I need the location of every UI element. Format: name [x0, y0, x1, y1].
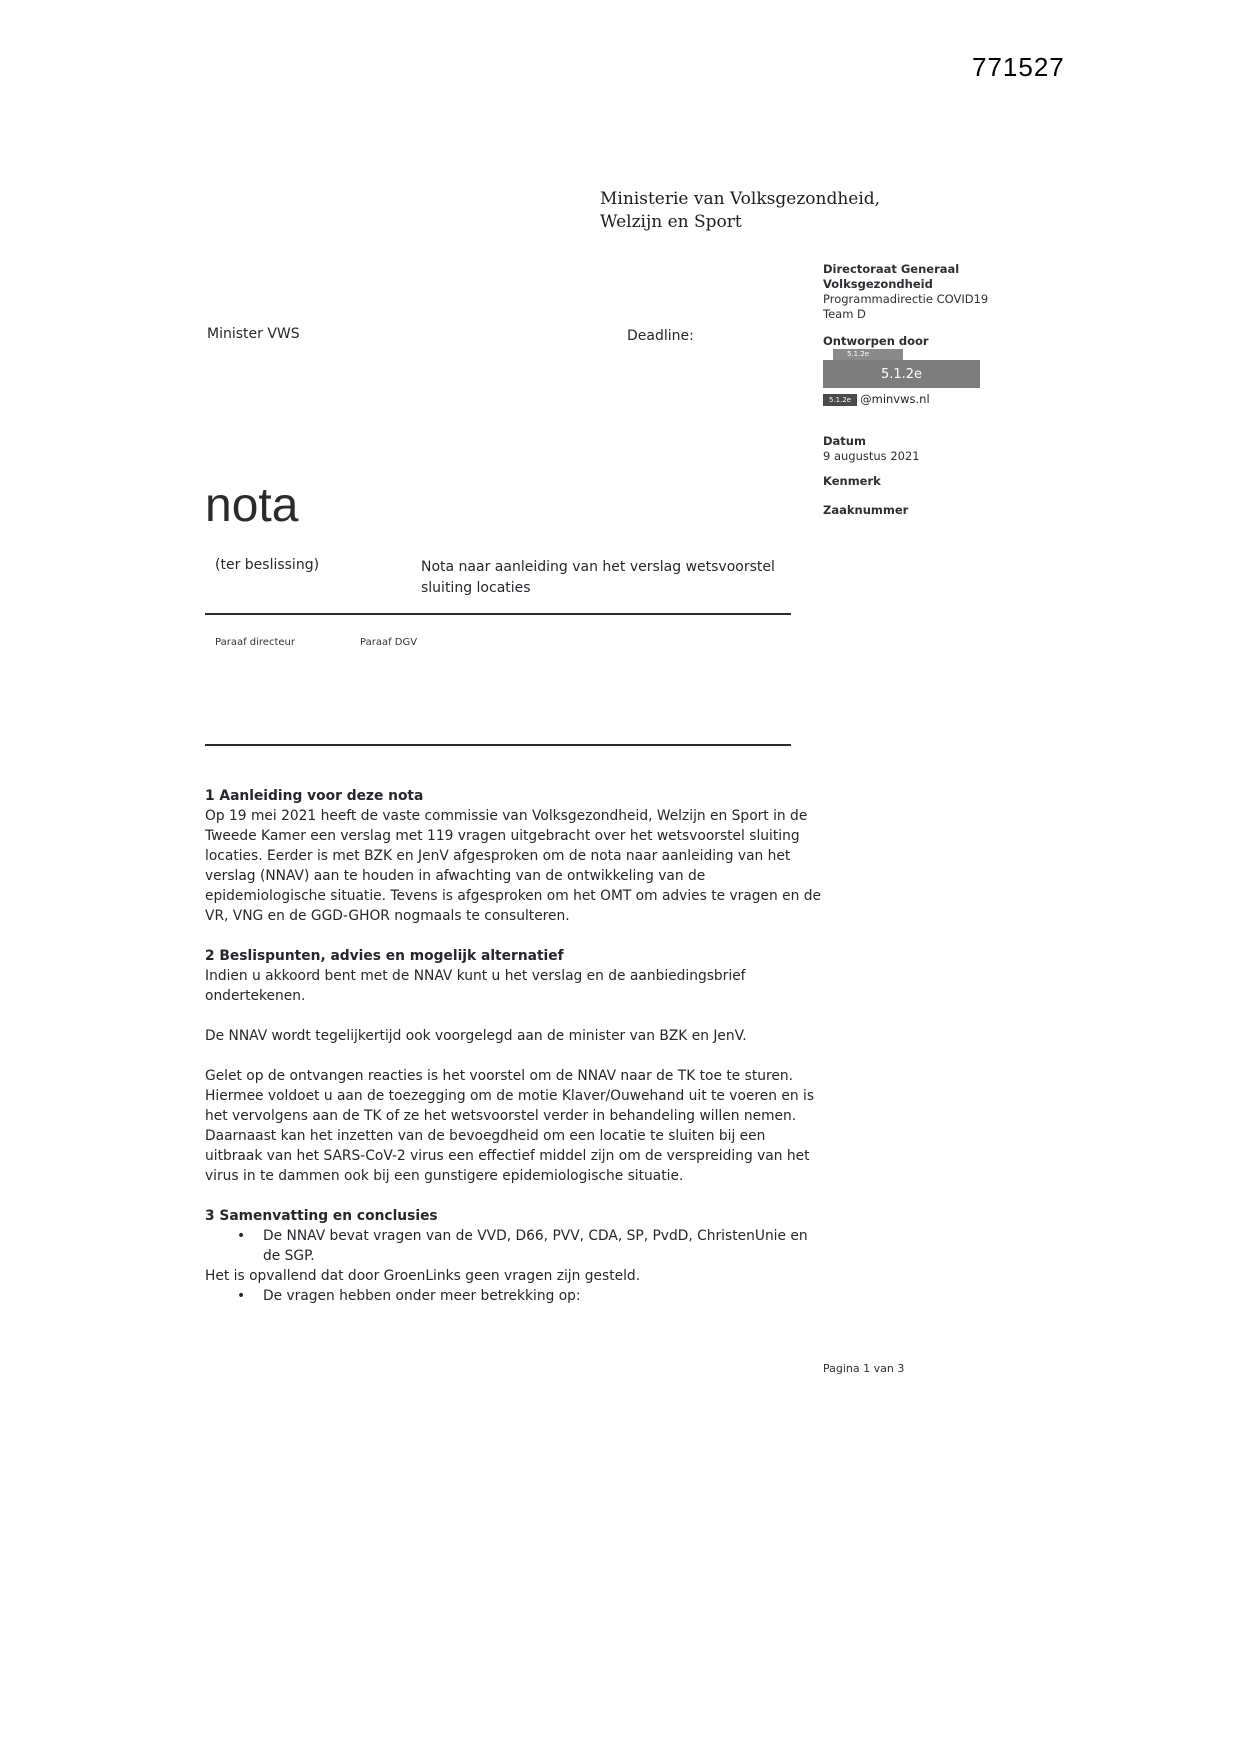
section-3-bullet-1 — [205, 1226, 823, 1266]
section-3-note: Het is opvallend dat door GroenLinks geen vragen zijn gesteld. — [205, 1268, 641, 1284]
page-number: Pagina 1 van 3 — [823, 1362, 905, 1375]
spacer — [823, 322, 1033, 334]
directorate-line2: Volksgezondheid — [823, 277, 933, 291]
bullet-icon: • — [237, 1288, 246, 1304]
paraaf-dgv-label: Paraaf DGV — [360, 637, 418, 648]
bullet-icon: • — [237, 1228, 246, 1244]
deadline-label: Deadline: — [627, 328, 694, 344]
horizontal-rule-bottom — [205, 744, 791, 746]
program-directorate: Programmadirectie COVID19 — [823, 292, 989, 306]
email-line — [823, 392, 1033, 407]
redaction-block-large: 5.1.2e — [823, 360, 980, 388]
section-3-bullet-2-text: De vragen hebben onder meer betrekking op: — [263, 1288, 581, 1304]
section-3-heading: 3 Samenvatting en conclusies — [205, 1208, 438, 1224]
document-body — [205, 786, 823, 1306]
ter-beslissing-label: (ter beslissing) — [215, 557, 320, 573]
date-value: 9 augustus 2021 — [823, 449, 920, 463]
spacer — [823, 489, 1033, 503]
redaction-block-small: 5.1.2e — [833, 349, 903, 360]
directorate-line1: Directoraat Generaal — [823, 262, 960, 276]
nota-title: nota — [205, 479, 299, 532]
document-number: 771527 — [972, 52, 1065, 82]
section-2-paragraph-1: Indien u akkoord bent met de NNAV kunt u het verslag en de aanbiedingsbrief ondertekenen. — [205, 968, 746, 1004]
section-3-bullet-1-text: De NNAV bevat vragen van de VVD, D66, PVV, CDA, SP, PvdD, ChristenUnie en de SGP. — [263, 1228, 808, 1264]
minister-label: Minister VWS — [207, 326, 300, 342]
ministry-name-line2: Welzijn en Sport — [600, 212, 742, 232]
email-domain: @minvws.nl — [860, 392, 930, 406]
kenmerk-label: Kenmerk — [823, 474, 881, 488]
date-label: Datum — [823, 434, 866, 448]
section-2-paragraph-3: Gelet op de ontvangen reacties is het voorstel om de NNAV naar de TK toe te sturen. Hiermee voldoet u aan de toezegging om de motie Klaver/Ouwehand uit te voeren en is het vervolgens aan de TK of ze het wetsvoorstel verder in behandeling willen nemen. Daarnaast kan het inzetten van de bevoegdheid om een locatie te sluiten bij een uitbraak van het SARS-CoV-2 virus een effectief middel zijn om de verspreiding van het virus in te dammen ook bij een gunstigere epidemiologische situatie. — [205, 1068, 815, 1184]
section-2-heading: 2 Beslispunten, advies en mogelijk alternatief — [205, 948, 564, 964]
metadata-column — [823, 262, 1033, 518]
zaaknummer-label: Zaaknummer — [823, 503, 909, 517]
section-2-paragraph-2: De NNAV wordt tegelijkertijd ook voorgelegd aan de minister van BZK en JenV. — [205, 1028, 747, 1044]
team: Team D — [823, 307, 866, 321]
spacer — [823, 407, 1033, 434]
ministry-name-line1: Ministerie van Volksgezondheid, — [600, 189, 881, 209]
spacer — [823, 464, 1033, 474]
paraaf-directeur-label: Paraaf directeur — [215, 637, 295, 648]
section-1-paragraph: Op 19 mei 2021 heeft de vaste commissie van Volksgezondheid, Welzijn en Sport in de Tweede Kamer een verslag met 119 vragen uitgebracht over het wetsvoorstel sluiting locaties. Eerder is met BZK en JenV afgesproken om de nota naar aanleiding van het verslag (NNAV) aan te houden in afwachting van de ontwikkeling van de epidemiologische situatie. Tevens is afgesproken om het OMT om advies te vragen en de VR, VNG en de GGD-GHOR nogmaals te consulteren. — [205, 808, 822, 924]
ministry-name — [600, 188, 880, 234]
nota-subject: Nota naar aanleiding van het verslag wetsvoorstel sluiting locaties — [421, 559, 775, 596]
section-3-bullet-2 — [205, 1286, 823, 1306]
section-1-heading: 1 Aanleiding voor deze nota — [205, 788, 424, 804]
redaction-badge-email: 5.1.2e — [823, 394, 857, 406]
designed-by-label: Ontworpen door — [823, 334, 929, 348]
horizontal-rule-top — [205, 613, 791, 615]
